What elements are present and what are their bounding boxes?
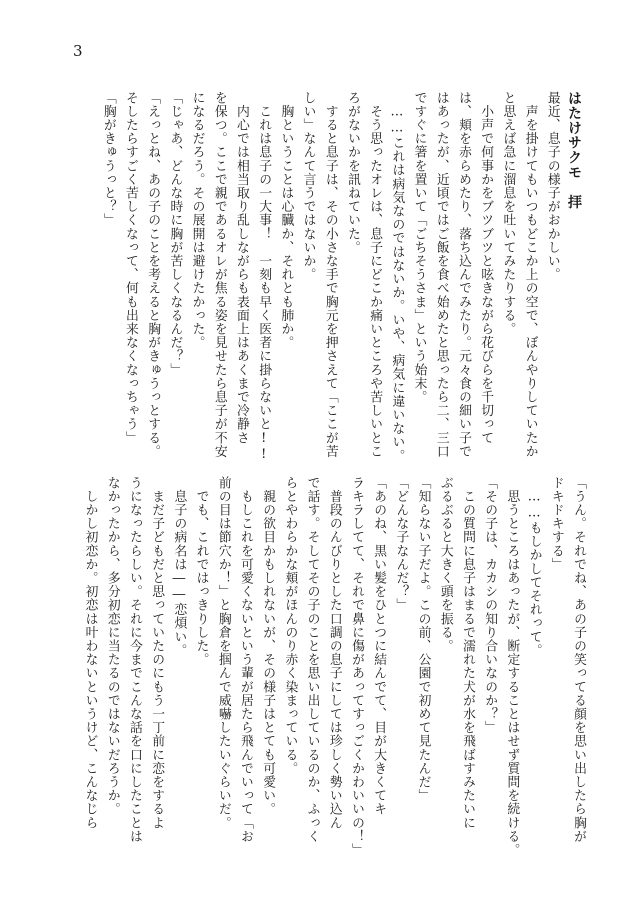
- lower-body-text: 「うん。それでね、あの子の笑ってる顔を思い出したら胸が ドキドキする」 ……もしかしてそれって。 思うところはあったが、断定することはせず質問を続ける。 「その子は、カカシの知り合いなのか？」 この質問に息子はまるで濡れた犬が水を飛ばすみたいに ぶるぶると大きく頭を振る。 「知らない子だよ。この前、公園で初めて見たんだ」 「どんな子なんだ？」 「あのね、黒い髪をひとつに結んでて、目が大きくてキ ラキラしてて、それで鼻に傷があってすっごくかわいいの！」 普段のんびりとした口調の息子にしては珍しく勢い込ん で話す。そしてその子のことを思い出しているのか、ふっく らとやわらかな頬がほんのり赤く染まっている。 親の欲目かもしれないが、その様子はとても可愛い。 もしこれを可愛くないという輩が居たら飛んでいって「お 前の目は節穴か！」と胸倉を掴んで威嚇したいぐらいだ。 でも、これではっきりした。 息子の病名は――恋煩い。 まだ子どもだと思っていたのにもう一丁前に恋をするよ うになったらしい。それに今までこんな話を口にしたことは なかったから、多分初恋に当たるのではないだろうか。 しかし初恋か。初恋は叶わないというけど、こんなじら: [82, 476, 586, 857]
- upper-body-text: 最近、息子の様子がおかしい。 声を掛けてもいつもどこか上の空で、ぼんやりしていたか と思えば急に溜息を吐いてみたりする。 小声で何事かをブツブツと呟きながら花びらを千切って は、頬を赤らめたり、落ち込んでみたり。元々食の細い子で はあったが、近頃ではご飯を食べ始めたと思ったら二、三口 ですぐに箸を置いて「ごちそうさま」という始末。 ……これは病気なのではないか。いや、病気に違いない。 そう思ったオレは、息子にどこか痛いところや苦しいとこ ろがないかを訊ねていた。 すると息子は、その小さな手で胸元を押さえて「ここが苦 しい」なんて言うではないか。 胸ということは心臓か、それとも肺か。 これは息子の一大事！ 一刻も早く医者に掛らないと!! 内心では相当取り乱しながらも表面上はあくまで冷静さ を保つ。ここで親であるオレが焦る姿を見せたら息子が不安 になるだろう。その展開は避けたかった。 「じゃあ、どんな時に胸が苦しくなるんだ？」 「えっとね、あの子のことを考えると胸がきゅうっとする。 そしたらすごく苦しくなって、何も出来なくなっちゃう」 「胸がきゅうっと？」: [100, 91, 560, 463]
- page-number: 3: [73, 42, 83, 60]
- upper-text-block: [97, 91, 585, 463]
- story-title: はたけサクモ 拝: [566, 91, 582, 210]
- lower-text-block: [78, 476, 589, 857]
